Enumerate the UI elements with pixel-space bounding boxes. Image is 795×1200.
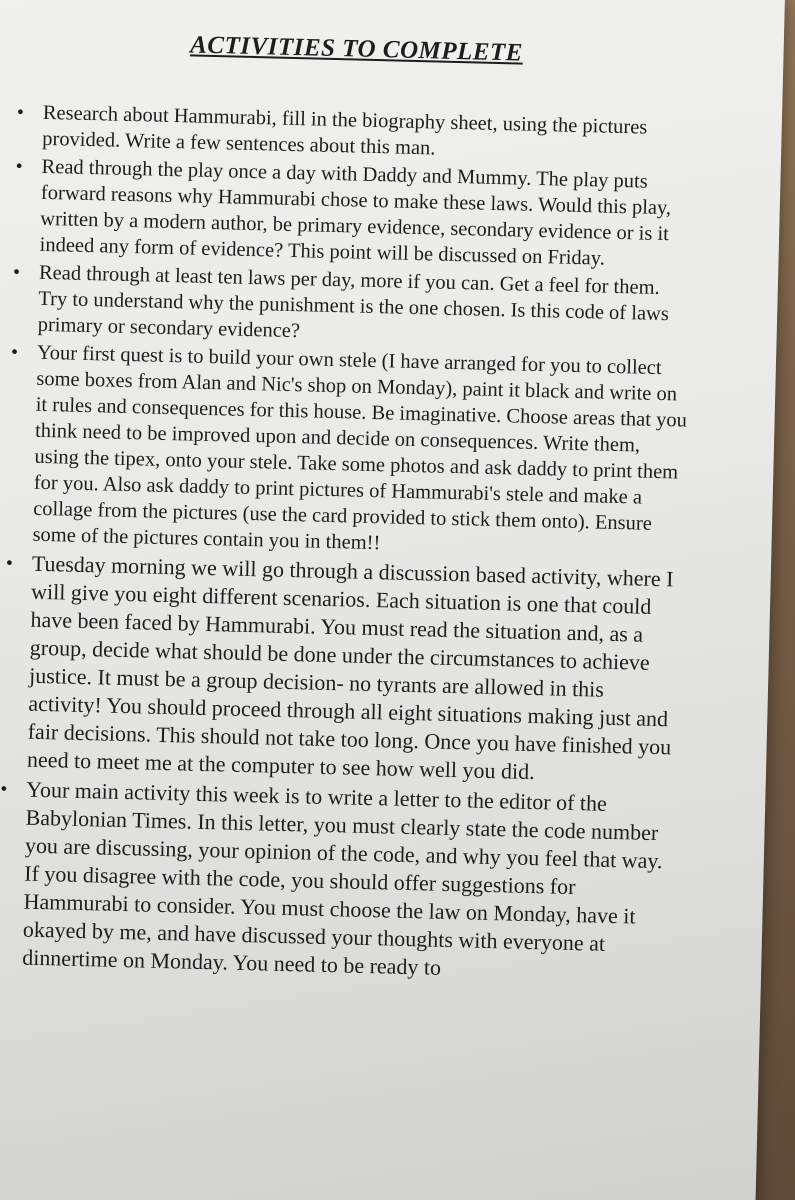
bullet-icon: • xyxy=(10,341,19,364)
activity-text: Read through at least ten laws per day, more if you can. Get a feel for them. Try to understand why the punishment is the one chosen. Is this code of laws primary or secondary evidence? xyxy=(37,261,670,343)
activity-text: Your first quest is to build your own stele (I have arranged for you to collect some boxes from Alan and Nic's shop on Monday), paint it black and write on it rules and consequences for this house. Be imaginative. Choose areas that you think need to be improved upon and decide on consequences. Write them, using the tipex, onto your stele. Take some photos and ask daddy to print them for you. Also ask daddy to print pictures of Hammurabi's stele and make a collage from the pictures (use the card provided to stick them onto). Ensure some of the pictures contain you in them!! xyxy=(32,341,688,555)
document-body xyxy=(0,27,697,989)
bullet-icon: • xyxy=(16,101,25,124)
activity-item xyxy=(0,775,679,988)
bullet-icon: • xyxy=(5,552,14,575)
activity-item xyxy=(0,549,684,790)
activity-text: Tuesday morning we will go through a discussion based activity, where I will give you eight different scenarios. Each situation is one that could have been faced by Hammurabi. You must read the situation and, as a group, decide what should be done under the circumstances to achieve justice. It must be a group decision- no tyrants are allowed in this activity! You should proceed through all eight situations making just and fair decisions. This should not take too long. Once you have finished you need to meet me at the computer to see how well you did. xyxy=(26,550,674,785)
activity-item xyxy=(4,339,689,564)
activity-text: Read through the play once a day with Daddy and Mummy. The play puts forward reasons why Hammurabi chose to make these laws. Would this play, written by a modern author, be primary evidence, secondary evidence or is it indeed any form of evidence? This point will be discussed on Friday. xyxy=(39,155,672,270)
bullet-icon: • xyxy=(0,778,8,801)
activity-list xyxy=(0,99,695,987)
activity-item xyxy=(11,153,693,274)
activity-text: Research about Hammurabi, fill in the biography sheet, using the pictures provided. Write a few sentences about this man. xyxy=(41,101,648,160)
activity-text: Your main activity this week is to write a letter to the editor of the Babylonian Times. In this letter, you must clearly state the code number you are discussing, your opinion of the code, and why you feel that way. If you disagree with the code, you should offer suggestions for Hammurabi to consider. You must choose the law on Monday, have it okayed by me, and have discussed your thoughts with everyone at dinnertime on Monday. You need to be ready to xyxy=(21,776,663,980)
bullet-icon: • xyxy=(12,261,21,284)
bullet-icon: • xyxy=(15,155,23,178)
page-title: ACTIVITIES TO COMPLETE xyxy=(189,31,524,67)
activity-item xyxy=(9,259,691,354)
